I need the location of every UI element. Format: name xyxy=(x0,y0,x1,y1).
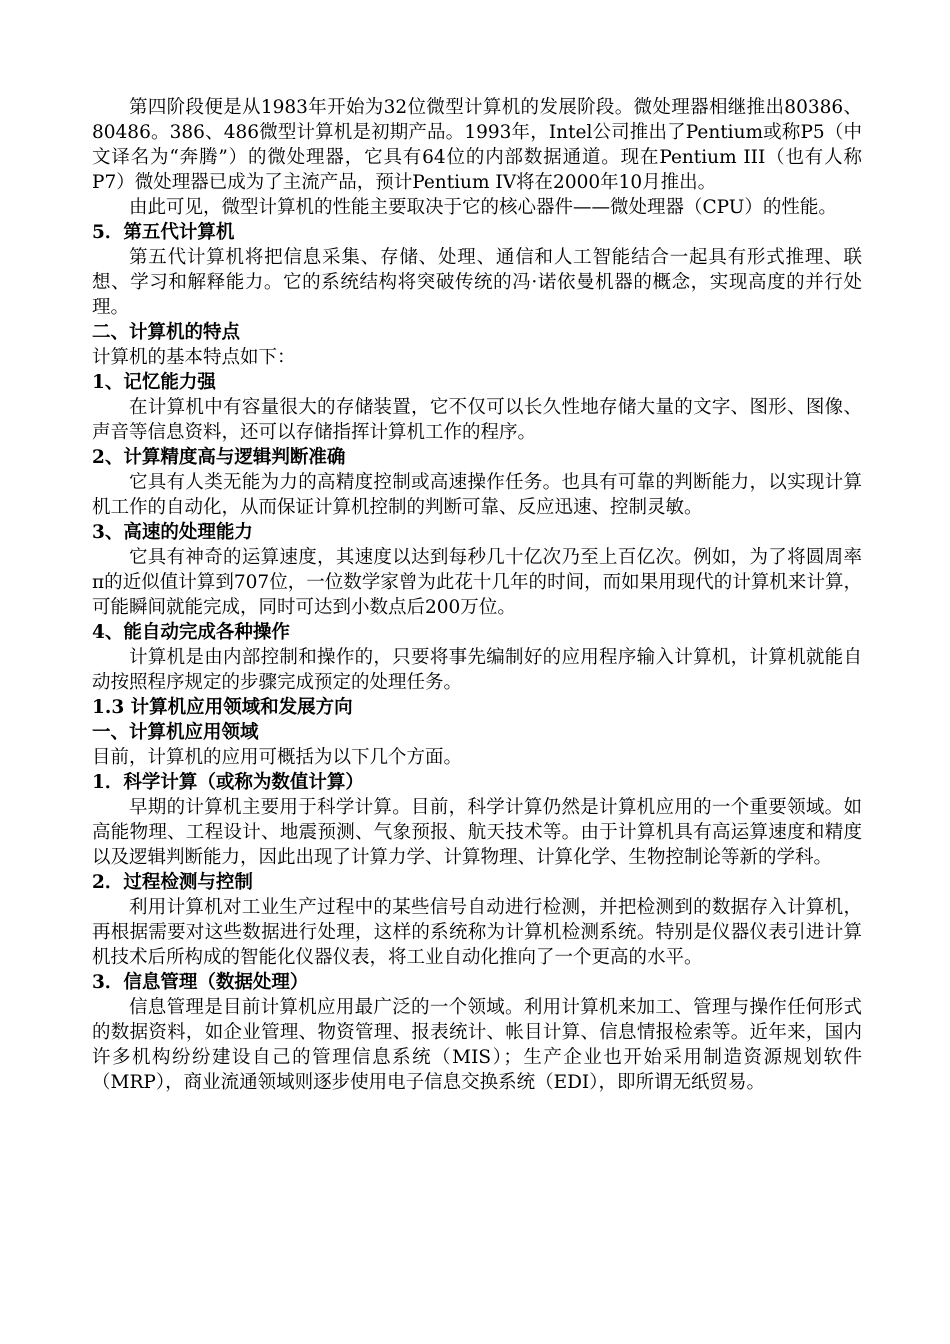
heading-computer-features: 二、计算机的特点 xyxy=(92,322,241,343)
paragraph-processing-speed: 它具有神奇的运算速度，其速度以达到每秒几十亿次乃至上百亿次。例如，为了将圆周率π的近似值计算到707位，一位数学家曾为此花十几年的时间，而如果用现代的计算机来计算，可能瞬间就能完成，同时可达到小数点后200万位。 xyxy=(92,547,862,618)
document-page xyxy=(92,95,862,1095)
paragraph-fifth-generation: 第五代计算机将把信息采集、存储、处理、通信和人工智能结合一起具有形式推理、联想、学习和解释能力。它的系统结构将突破传统的冯·诺依曼机器的概念，实现高度的并行处理。 xyxy=(92,247,862,318)
paragraph-cpu-conclusion: 由此可见，微型计算机的性能主要取决于它的核心器件——微处理器（CPU）的性能。 xyxy=(129,197,837,218)
section-heading-applications: 1.3 计算机应用领域和发展方向 xyxy=(92,697,353,718)
paragraph-features-intro: 计算机的基本特点如下： xyxy=(92,347,296,368)
heading-precision-logic: 2、计算精度高与逻辑判断准确 xyxy=(92,447,346,468)
heading-information-management: 3．信息管理（数据处理） xyxy=(92,972,309,993)
paragraph-process-control: 利用计算机对工业生产过程中的某些信号自动进行检测，并把检测到的数据存入计算机，再根据需要对这些数据进行处理，这样的系统称为计算机检测系统。特别是仪器仪表引进计算机技术后所构成的智能化仪器仪表，将工业自动化推向了一个更高的水平。 xyxy=(92,897,862,968)
heading-scientific-computing: 1．科学计算（或称为数值计算） xyxy=(92,772,364,793)
paragraph-information-management: 信息管理是目前计算机应用最广泛的一个领域。利用计算机来加工、管理与操作任何形式的数据资料，如企业管理、物资管理、报表统计、帐目计算、信息情报检索等。近年来，国内许多机构纷纷建设自己的管理信息系统（MIS）；生产企业也开始采用制造资源规划软件（MRP），商业流通领域则逐步使用电子信息交换系统（EDI），即所谓无纸贸易。 xyxy=(92,997,862,1093)
heading-automatic-operation: 4、能自动完成各种操作 xyxy=(92,622,290,643)
paragraph-fourth-stage: 第四阶段便是从1983年开始为32位微型计算机的发展阶段。微处理器相继推出80386、80486。386、486微型计算机是初期产品。1993年，Intel公司推出了Pentium或称P5（中文译名为“奔腾”）的微处理器，它具有64位的内部数据通道。现在Pentium III（也有人称P7）微处理器已成为了主流产品，预计Pentium IV将在2000年10月推出。 xyxy=(92,97,862,193)
heading-application-fields: 一、计算机应用领域 xyxy=(92,722,259,743)
heading-memory-capacity: 1、记忆能力强 xyxy=(92,372,216,393)
paragraph-scientific-computing: 早期的计算机主要用于科学计算。目前，科学计算仍然是计算机应用的一个重要领域。如高能物理、工程设计、地震预测、气象预报、航天技术等。由于计算机具有高运算速度和精度以及逻辑判断能力，因此出现了计算力学、计算物理、计算化学、生物控制论等新的学科。 xyxy=(92,797,862,868)
paragraph-applications-intro: 目前，计算机的应用可概括为以下几个方面。 xyxy=(92,747,463,768)
heading-processing-speed: 3、高速的处理能力 xyxy=(92,522,253,543)
paragraph-memory-capacity: 在计算机中有容量很大的存储装置，它不仅可以长久性地存储大量的文字、图形、图像、声音等信息资料，还可以存储指挥计算机工作的程序。 xyxy=(92,397,862,443)
heading-process-control: 2．过程检测与控制 xyxy=(92,872,253,893)
paragraph-automatic-operation: 计算机是由内部控制和操作的，只要将事先编制好的应用程序输入计算机，计算机就能自动按照程序规定的步骤完成预定的处理任务。 xyxy=(92,647,862,693)
paragraph-precision-logic: 它具有人类无能为力的高精度控制或高速操作任务。也具有可靠的判断能力，以实现计算机工作的自动化，从而保证计算机控制的判断可靠、反应迅速、控制灵敏。 xyxy=(92,472,862,518)
heading-fifth-generation: 5．第五代计算机 xyxy=(92,222,235,243)
